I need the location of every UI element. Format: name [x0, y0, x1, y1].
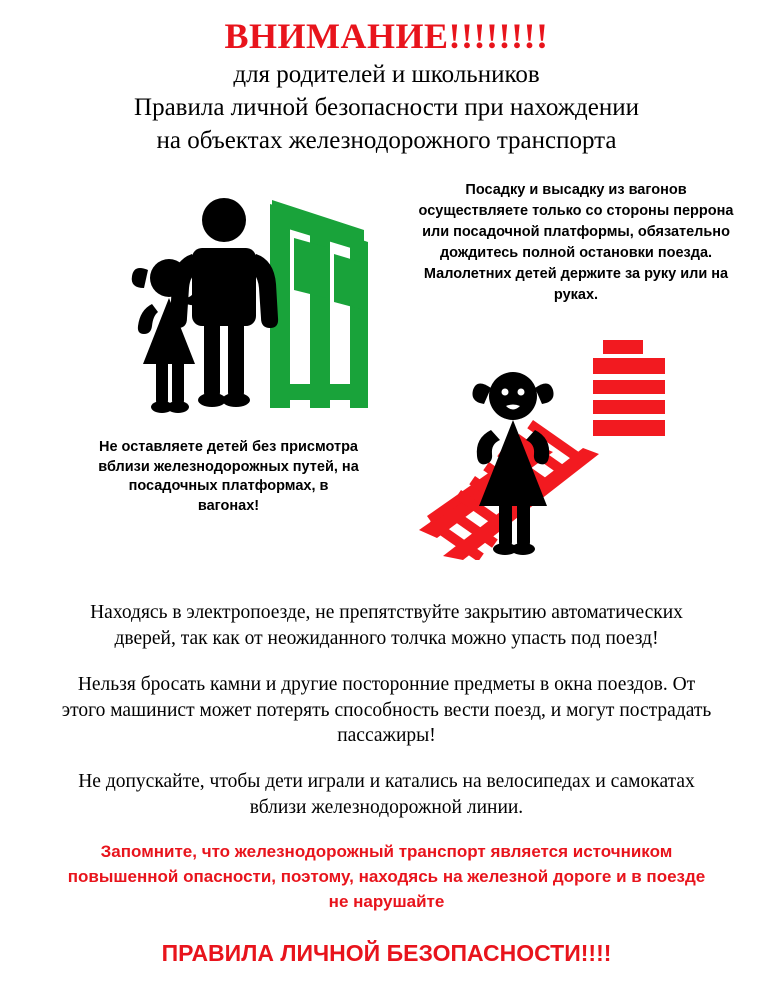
- left-caption: Не оставляете детей без присмотра вблизи железнодорожных путей, на посадочных платформах, в вагонах!: [98, 439, 359, 514]
- warning-text: Запомните, что железнодорожный транспорт является источником повышенной опасности, поэтому, находясь на железной дороге и в поезде не нарушайте: [67, 842, 706, 911]
- adult-and-child-near-train-icon: [64, 178, 374, 428]
- final-slogan: ПРАВИЛА ЛИЧНОЙ БЕЗОПАСНОСТИ!!!!: [161, 940, 612, 967]
- rules-title-line1: Правила личной безопасности при нахождении: [134, 93, 639, 121]
- illustration-band: [26, 170, 747, 590]
- attention-title: ВНИМАНИЕ!!!!!!!!: [224, 16, 549, 56]
- right-instruction-text: Посадку и высадку из вагонов осуществляете только со стороны перрона или посадочной платформы, обязательно дождитесь полной остановки поезда. Малолетних детей держите за руку или на руках.: [418, 182, 734, 304]
- paragraph-doors: Находясь в электропоезде, не препятствуйте закрытию автоматических дверей, так как от неожиданного толчка можно упасть под поезд!: [90, 602, 683, 650]
- poster-header: [26, 18, 747, 156]
- body-text: [26, 600, 747, 967]
- paragraph-bikes: Не допускайте, чтобы дети играли и катались на велосипедах и самокатах вблизи железнодорожной линии.: [78, 770, 695, 818]
- rules-title-line2: на объектах железнодорожного транспорта: [156, 127, 617, 155]
- child-crying-on-rails-icon: [407, 330, 737, 560]
- audience-subtitle: для родителей и школьников: [233, 60, 540, 88]
- paragraph-stones: Нельзя бросать камни и другие посторонние предметы в окна поездов. От этого машинист может потерять способность вести поезд, и могут пострадать пассажиры!: [61, 673, 712, 747]
